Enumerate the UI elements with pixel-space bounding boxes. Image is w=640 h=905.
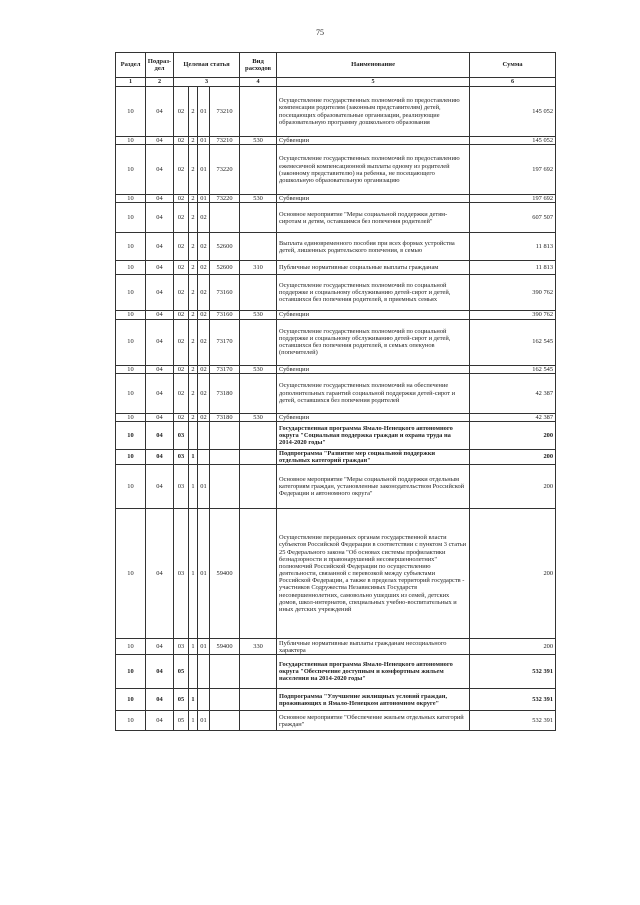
cell-direction: 73220 — [210, 145, 240, 195]
cell-razdel: 10 — [116, 137, 146, 145]
cell-vid: 530 — [240, 365, 277, 373]
cell-program: 02 — [174, 195, 189, 203]
header-name: Наименование — [277, 53, 470, 78]
cell-sum: 162 545 — [470, 319, 556, 365]
cell-podrazdel: 04 — [146, 465, 174, 509]
cell-direction — [210, 465, 240, 509]
cell-podrazdel: 04 — [146, 509, 174, 639]
cell-name: Осуществление государственных полномочий по социальной поддержке и социальному обслуживанию детей-сирот и детей, оставшихся без попечения родителей, в семьях опекунов (попечителей) — [277, 319, 470, 365]
cell-razdel: 10 — [116, 319, 146, 365]
col-number: 1 — [116, 78, 146, 87]
cell-direction: 73160 — [210, 311, 240, 319]
cell-activity: 01 — [198, 137, 210, 145]
cell-vid — [240, 711, 277, 731]
cell-subprogram: 2 — [189, 275, 198, 311]
cell-name: Подпрограмма "Улучшение жилищных условий граждан, проживающих в Ямало-Ненецком автономном округе" — [277, 689, 470, 711]
table-row — [116, 137, 556, 145]
cell-razdel: 10 — [116, 87, 146, 137]
cell-name: Субвенции — [277, 311, 470, 319]
cell-name: Осуществление государственных полномочий на обеспечение дополнительных гарантий социальной поддержки детей-сирот и детей, оставшихся без попечения родителей — [277, 373, 470, 413]
table-row — [116, 639, 556, 655]
cell-podrazdel: 04 — [146, 261, 174, 275]
col-number: 5 — [277, 78, 470, 87]
cell-vid — [240, 449, 277, 464]
cell-razdel: 10 — [116, 365, 146, 373]
page-number: 75 — [316, 28, 324, 37]
cell-subprogram: 2 — [189, 365, 198, 373]
cell-podrazdel: 04 — [146, 145, 174, 195]
cell-subprogram: 2 — [189, 145, 198, 195]
cell-activity: 01 — [198, 509, 210, 639]
table-row — [116, 655, 556, 689]
header-row — [116, 53, 556, 78]
cell-sum: 162 545 — [470, 365, 556, 373]
cell-sum: 200 — [470, 449, 556, 464]
cell-sum: 200 — [470, 421, 556, 449]
cell-vid — [240, 319, 277, 365]
cell-vid: 310 — [240, 261, 277, 275]
col-number: 3 — [174, 78, 240, 87]
cell-razdel: 10 — [116, 421, 146, 449]
cell-activity: 02 — [198, 413, 210, 421]
cell-subprogram: 2 — [189, 311, 198, 319]
col-number: 4 — [240, 78, 277, 87]
cell-program: 02 — [174, 233, 189, 261]
cell-razdel: 10 — [116, 261, 146, 275]
cell-name: Подпрограмма "Развитие мер социальной поддержки отдельных категорий граждан" — [277, 449, 470, 464]
table-row — [116, 195, 556, 203]
table-row — [116, 311, 556, 319]
cell-program: 03 — [174, 465, 189, 509]
cell-razdel: 10 — [116, 689, 146, 711]
cell-podrazdel: 04 — [146, 203, 174, 233]
cell-vid: 530 — [240, 413, 277, 421]
cell-podrazdel: 04 — [146, 639, 174, 655]
cell-razdel: 10 — [116, 275, 146, 311]
cell-vid — [240, 87, 277, 137]
cell-podrazdel: 04 — [146, 689, 174, 711]
header-razdel: Раздел — [116, 53, 146, 78]
cell-direction — [210, 655, 240, 689]
cell-sum: 390 762 — [470, 275, 556, 311]
cell-subprogram: 2 — [189, 413, 198, 421]
cell-subprogram: 1 — [189, 465, 198, 509]
table-row — [116, 413, 556, 421]
cell-vid — [240, 145, 277, 195]
cell-sum: 200 — [470, 639, 556, 655]
cell-direction: 73170 — [210, 319, 240, 365]
table-row — [116, 421, 556, 449]
table-row — [116, 145, 556, 195]
cell-name: Субвенции — [277, 195, 470, 203]
cell-program: 03 — [174, 509, 189, 639]
cell-razdel: 10 — [116, 195, 146, 203]
cell-name: Публичные нормативные выплаты гражданам несоциального характера — [277, 639, 470, 655]
cell-vid — [240, 655, 277, 689]
cell-podrazdel: 04 — [146, 711, 174, 731]
cell-sum: 607 507 — [470, 203, 556, 233]
cell-name: Осуществление государственных полномочий по социальной поддержке и социальному обслуживанию детей-сирот и детей, оставшихся без попечения родителей, в приемных семьях — [277, 275, 470, 311]
cell-direction — [210, 449, 240, 464]
cell-name: Государственная программа Ямало-Ненецкого автономного округа "Обеспечение доступным и комфортным жильем населения на 2014-2020 годы" — [277, 655, 470, 689]
cell-razdel: 10 — [116, 449, 146, 464]
cell-program: 03 — [174, 449, 189, 464]
cell-direction: 73170 — [210, 365, 240, 373]
cell-podrazdel: 04 — [146, 449, 174, 464]
cell-podrazdel: 04 — [146, 233, 174, 261]
cell-razdel: 10 — [116, 145, 146, 195]
cell-program: 02 — [174, 373, 189, 413]
cell-direction: 73160 — [210, 275, 240, 311]
cell-vid — [240, 203, 277, 233]
cell-name: Государственная программа Ямало-Ненецкого автономного округа "Социальная поддержка граждан и охрана труда на 2014-2020 годы" — [277, 421, 470, 449]
cell-podrazdel: 04 — [146, 275, 174, 311]
cell-activity: 01 — [198, 465, 210, 509]
cell-program: 02 — [174, 137, 189, 145]
cell-podrazdel: 04 — [146, 195, 174, 203]
cell-program: 05 — [174, 689, 189, 711]
table-row — [116, 365, 556, 373]
cell-subprogram: 1 — [189, 711, 198, 731]
cell-activity: 02 — [198, 203, 210, 233]
cell-sum: 42 387 — [470, 413, 556, 421]
cell-program: 05 — [174, 711, 189, 731]
table-row — [116, 449, 556, 464]
cell-razdel: 10 — [116, 465, 146, 509]
budget-table — [115, 52, 556, 731]
col-number: 2 — [146, 78, 174, 87]
cell-vid: 530 — [240, 137, 277, 145]
cell-subprogram: 2 — [189, 203, 198, 233]
cell-podrazdel: 04 — [146, 421, 174, 449]
cell-direction — [210, 421, 240, 449]
cell-direction — [210, 203, 240, 233]
col-number: 6 — [470, 78, 556, 87]
cell-razdel: 10 — [116, 413, 146, 421]
cell-activity: 01 — [198, 195, 210, 203]
cell-direction — [210, 689, 240, 711]
cell-razdel: 10 — [116, 639, 146, 655]
cell-sum: 532 391 — [470, 711, 556, 731]
cell-name: Основное мероприятие "Обеспечение жильем отдельных категорий граждан" — [277, 711, 470, 731]
cell-subprogram: 2 — [189, 137, 198, 145]
header-podrazdel: Подраз-дел — [146, 53, 174, 78]
cell-razdel: 10 — [116, 711, 146, 731]
cell-program: 02 — [174, 87, 189, 137]
cell-activity — [198, 655, 210, 689]
cell-subprogram — [189, 421, 198, 449]
cell-podrazdel: 04 — [146, 137, 174, 145]
cell-subprogram: 1 — [189, 689, 198, 711]
table-row — [116, 465, 556, 509]
cell-direction: 52600 — [210, 261, 240, 275]
header-vid: Вид расходов — [240, 53, 277, 78]
table-row — [116, 319, 556, 365]
cell-name: Осуществление государственных полномочий по предоставлению ежемесячной компенсационной выплаты одному из родителей (законному представителю) на ребенка, не посещающего дошкольную образовательную организацию — [277, 145, 470, 195]
cell-program: 03 — [174, 639, 189, 655]
cell-program: 02 — [174, 365, 189, 373]
header-sum: Сумма — [470, 53, 556, 78]
cell-name: Осуществление государственных полномочий по предоставлению компенсации родителям (законным представителям) детей, посещающих образовательные организации, реализующие образовательную программу дошкольного образования — [277, 87, 470, 137]
cell-name: Субвенции — [277, 137, 470, 145]
cell-name: Субвенции — [277, 413, 470, 421]
table-row — [116, 689, 556, 711]
column-number-row — [116, 78, 556, 87]
table-row — [116, 233, 556, 261]
table-row — [116, 509, 556, 639]
cell-subprogram — [189, 655, 198, 689]
cell-podrazdel: 04 — [146, 365, 174, 373]
cell-razdel: 10 — [116, 373, 146, 413]
table-row — [116, 373, 556, 413]
cell-vid: 530 — [240, 195, 277, 203]
cell-direction: 73180 — [210, 373, 240, 413]
table-row — [116, 87, 556, 137]
cell-activity: 01 — [198, 639, 210, 655]
cell-program: 02 — [174, 203, 189, 233]
cell-sum: 197 692 — [470, 145, 556, 195]
cell-activity: 02 — [198, 233, 210, 261]
cell-vid — [240, 465, 277, 509]
cell-activity: 02 — [198, 311, 210, 319]
cell-podrazdel: 04 — [146, 373, 174, 413]
cell-program: 02 — [174, 319, 189, 365]
cell-direction: 59400 — [210, 509, 240, 639]
cell-vid: 530 — [240, 311, 277, 319]
cell-sum: 200 — [470, 509, 556, 639]
table-row — [116, 275, 556, 311]
cell-subprogram: 2 — [189, 233, 198, 261]
cell-sum: 390 762 — [470, 311, 556, 319]
cell-vid — [240, 509, 277, 639]
cell-razdel: 10 — [116, 311, 146, 319]
cell-sum: 532 391 — [470, 655, 556, 689]
table-body — [116, 87, 556, 731]
cell-name: Выплата единовременного пособия при всех формах устройства детей, лишенных родительского попечения, в семью — [277, 233, 470, 261]
cell-subprogram: 2 — [189, 87, 198, 137]
cell-name: Осуществление переданных органам государственной власти субъектов Российской Федерации в соответствии с пунктом 3 статьи 25 Федерального закона "Об основах системы профилактики безнадзорности и правонарушений несовершеннолетних" полномочий Российской Федерации по осуществлению деятельности, связанной с перевозкой между субъектами Российской Федерации, а также в пределах территорий государств - участников Содружества Независимых Государств несовершеннолетних, самовольно ушедших из семей, детских домов, школ-интернатов, специальных учебно-воспитательных и иных детских учреждений — [277, 509, 470, 639]
cell-subprogram: 2 — [189, 195, 198, 203]
cell-razdel: 10 — [116, 203, 146, 233]
cell-program: 02 — [174, 145, 189, 195]
cell-sum: 145 052 — [470, 87, 556, 137]
cell-direction: 73210 — [210, 137, 240, 145]
cell-vid: 330 — [240, 639, 277, 655]
cell-subprogram: 1 — [189, 639, 198, 655]
cell-direction: 73210 — [210, 87, 240, 137]
cell-vid — [240, 421, 277, 449]
cell-program: 02 — [174, 311, 189, 319]
cell-subprogram: 1 — [189, 449, 198, 464]
table-row — [116, 261, 556, 275]
cell-podrazdel: 04 — [146, 655, 174, 689]
cell-name: Основное мероприятие "Меры социальной поддержки отдельным категориям граждан, установленные законодательством Российской Федерации и автономного округа" — [277, 465, 470, 509]
header-target: Целевая статья — [174, 53, 240, 78]
cell-activity: 02 — [198, 319, 210, 365]
table-row — [116, 203, 556, 233]
cell-sum: 42 387 — [470, 373, 556, 413]
cell-activity: 02 — [198, 275, 210, 311]
cell-podrazdel: 04 — [146, 413, 174, 421]
cell-activity: 01 — [198, 87, 210, 137]
cell-direction: 73180 — [210, 413, 240, 421]
cell-activity — [198, 449, 210, 464]
cell-podrazdel: 04 — [146, 311, 174, 319]
cell-direction: 59400 — [210, 639, 240, 655]
cell-name: Основное мероприятие "Меры социальной поддержки детям-сиротам и детям, оставшимся без попечения родителей" — [277, 203, 470, 233]
cell-sum: 532 391 — [470, 689, 556, 711]
cell-vid — [240, 233, 277, 261]
cell-sum: 200 — [470, 465, 556, 509]
cell-activity: 02 — [198, 373, 210, 413]
cell-program: 02 — [174, 261, 189, 275]
cell-sum: 145 052 — [470, 137, 556, 145]
cell-razdel: 10 — [116, 509, 146, 639]
cell-subprogram: 1 — [189, 509, 198, 639]
cell-activity: 01 — [198, 145, 210, 195]
table-row — [116, 711, 556, 731]
cell-razdel: 10 — [116, 233, 146, 261]
cell-activity: 01 — [198, 711, 210, 731]
cell-name: Публичные нормативные социальные выплаты гражданам — [277, 261, 470, 275]
cell-program: 02 — [174, 413, 189, 421]
cell-activity — [198, 421, 210, 449]
cell-direction — [210, 711, 240, 731]
cell-activity: 02 — [198, 365, 210, 373]
cell-subprogram: 2 — [189, 319, 198, 365]
cell-subprogram: 2 — [189, 261, 198, 275]
cell-program: 03 — [174, 421, 189, 449]
cell-razdel: 10 — [116, 655, 146, 689]
cell-program: 05 — [174, 655, 189, 689]
cell-name: Субвенции — [277, 365, 470, 373]
cell-direction: 52600 — [210, 233, 240, 261]
cell-vid — [240, 275, 277, 311]
cell-vid — [240, 689, 277, 711]
cell-subprogram: 2 — [189, 373, 198, 413]
cell-sum: 11 813 — [470, 261, 556, 275]
cell-program: 02 — [174, 275, 189, 311]
cell-vid — [240, 373, 277, 413]
cell-sum: 197 692 — [470, 195, 556, 203]
cell-podrazdel: 04 — [146, 87, 174, 137]
cell-sum: 11 813 — [470, 233, 556, 261]
cell-activity — [198, 689, 210, 711]
cell-activity: 02 — [198, 261, 210, 275]
cell-podrazdel: 04 — [146, 319, 174, 365]
cell-direction: 73220 — [210, 195, 240, 203]
